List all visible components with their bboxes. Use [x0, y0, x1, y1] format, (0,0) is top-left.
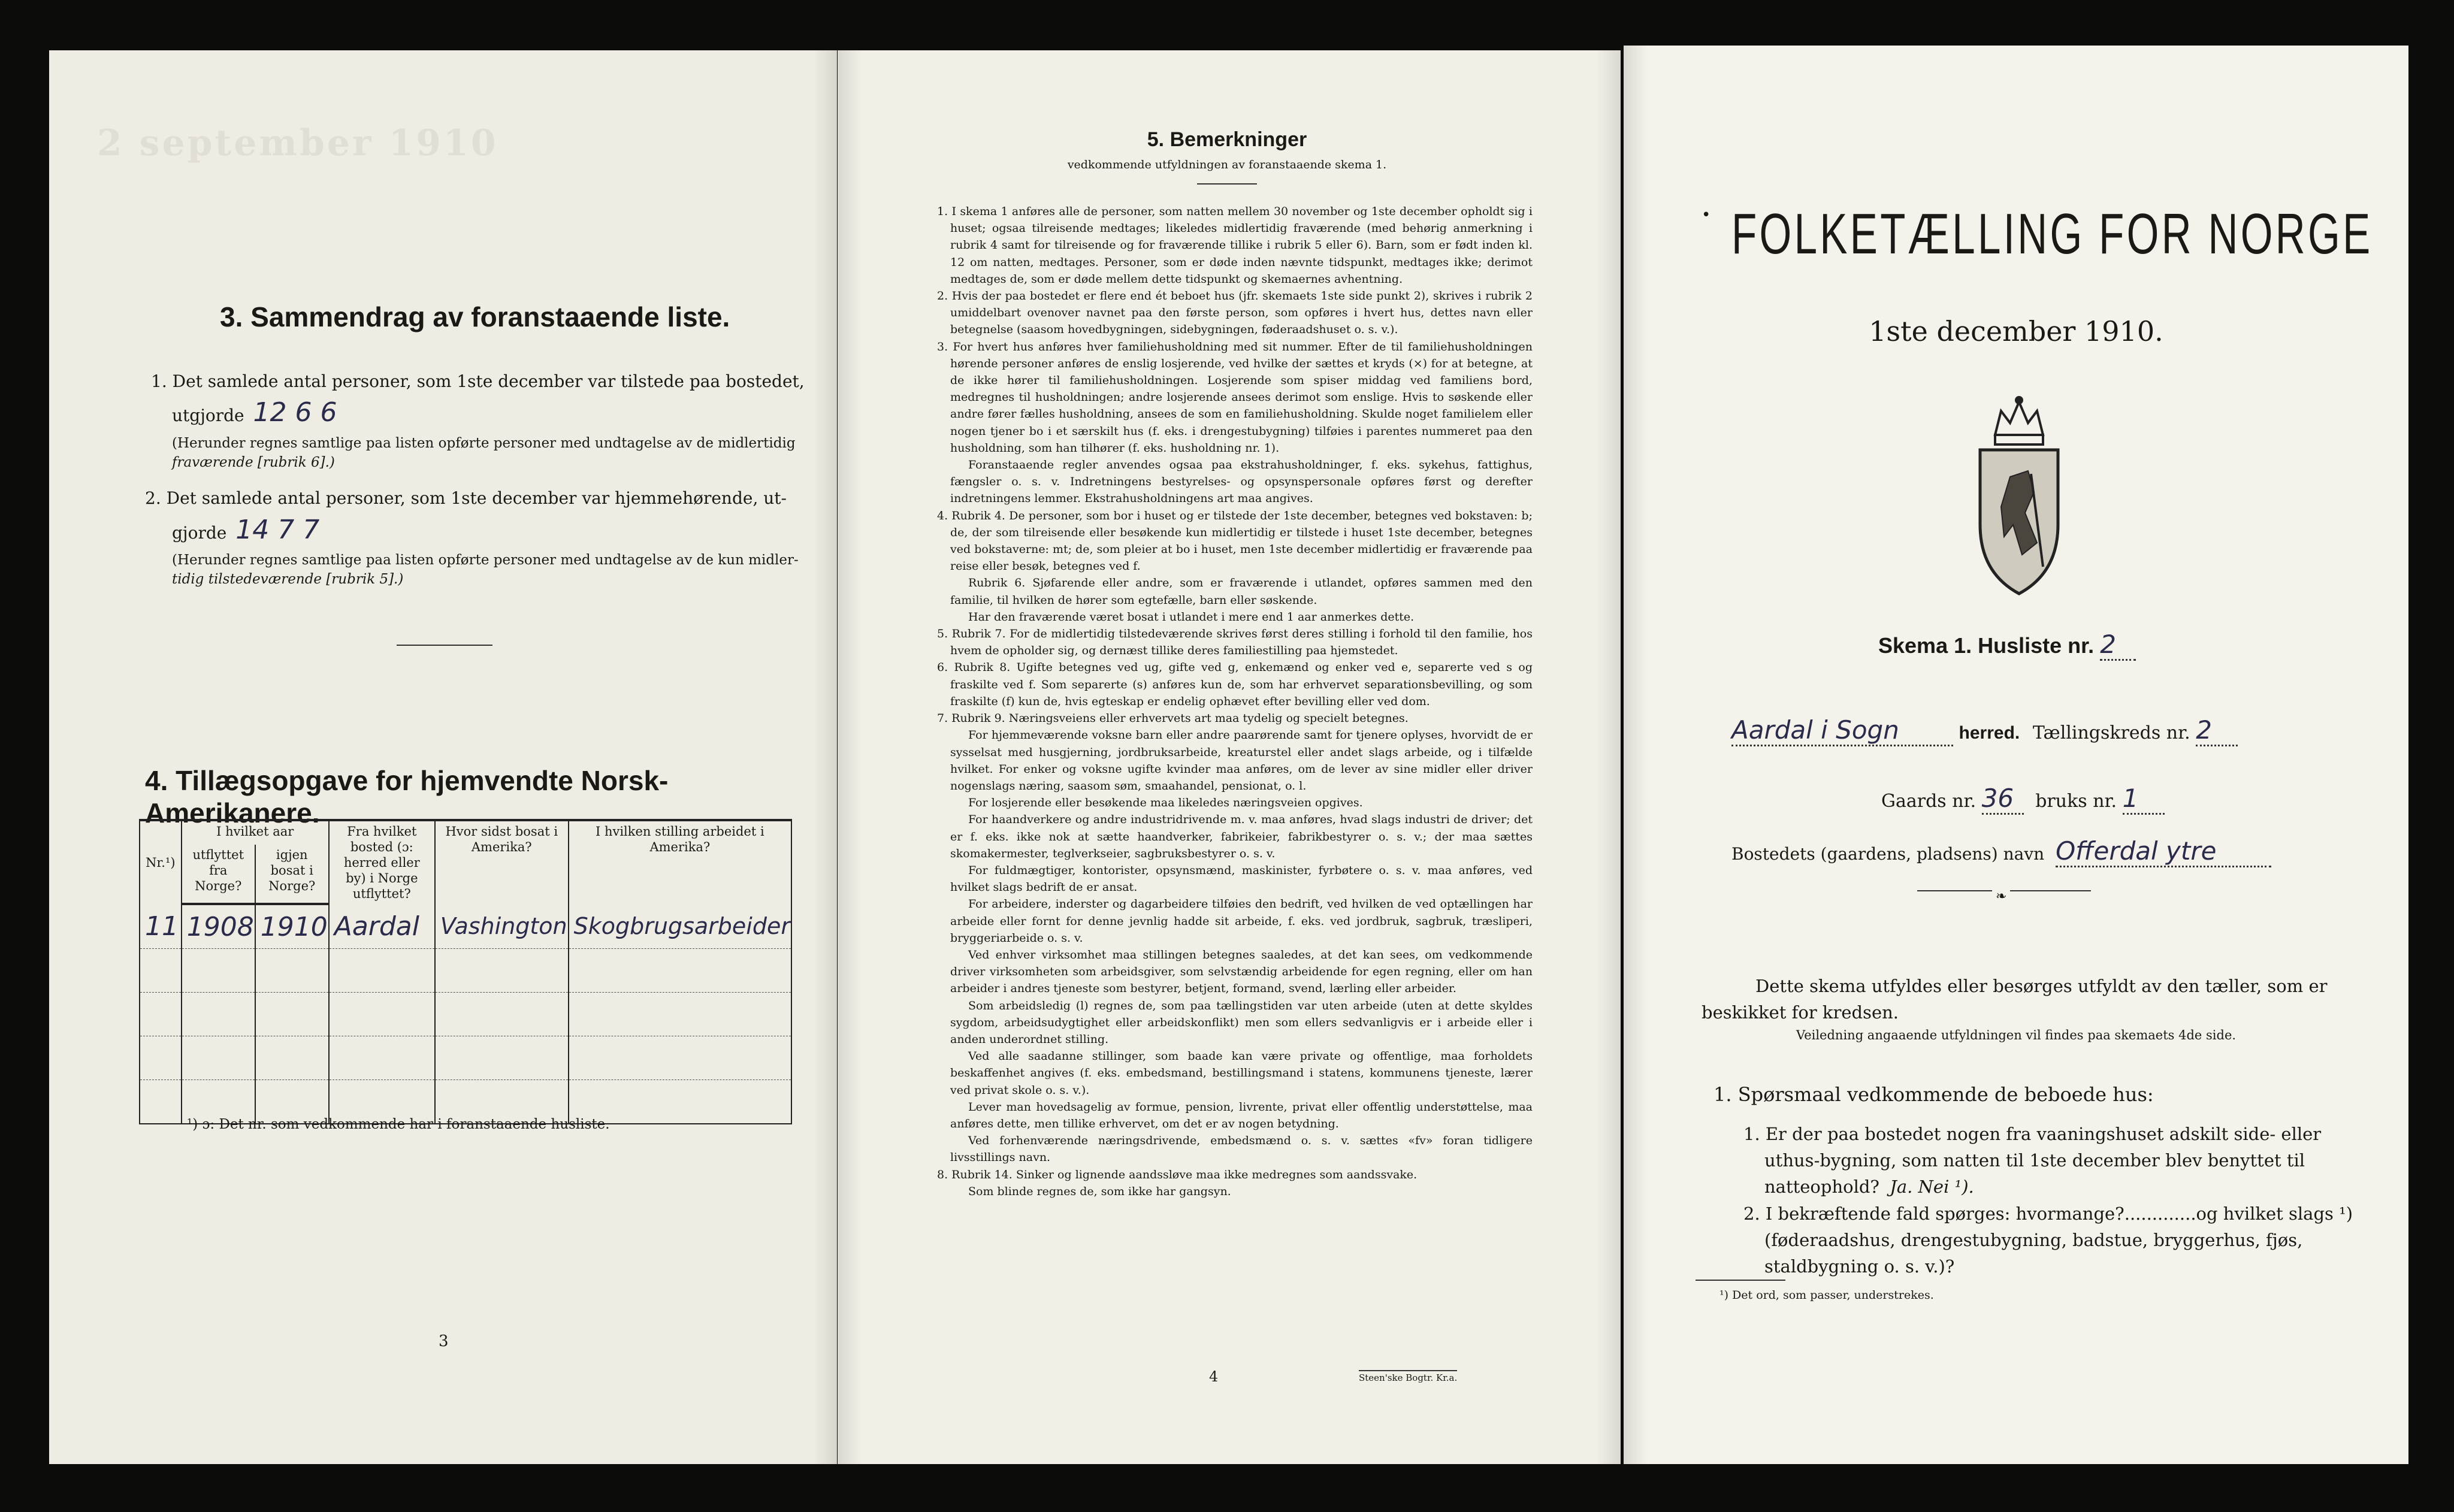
remarks-title: 5. Bemerkninger	[1147, 128, 1307, 151]
item1-label: utgjorde	[172, 406, 244, 425]
question-1-answer: Ja. Nei ¹).	[1890, 1177, 1974, 1197]
col-occupation: I hvilken stilling arbeidet i Amerika?	[569, 820, 791, 904]
divider	[1197, 183, 1257, 185]
norsk-amerikanere-table	[139, 819, 792, 1124]
question-2: 2. I bekræftende fald spørges: hvormange?.............og hvilket slags ¹) (føderaadshus, drengestubygning, badstue, bryggerhus, fjøs, staldbygning o. s. v.)?	[1743, 1203, 2353, 1277]
bruks-label: bruks nr.	[2035, 791, 2117, 812]
section4-title: 4. Tillægsopgave for hjemvendte Norsk-Amerikanere.	[145, 765, 669, 828]
remark-paragraph: For fuldmægtiger, kontorister, opsynsmænd, maskinister, fyrbøtere o. s. v. maa anføres, ved hvilket slags bedrift de er ansat.	[950, 863, 1533, 894]
coat-of-arms-icon	[1968, 387, 2070, 603]
gaards-label: Gaards nr.	[1881, 791, 1977, 812]
table-row	[140, 904, 791, 949]
cell-returned: 1910	[255, 904, 329, 949]
remark-paragraph: 6. Rubrik 8. Ugifte betegnes ved ug, gifte ved g, enkemænd og enker ved e, separerte ved s og fraskilte ved f. Som separerte (s) anføres kun de, som har erhvervet separationsbevilling, og som fraskilte (f) kun de, hvis egteskap er endelig ophævet efter bevilling eller ved dom.	[937, 661, 1533, 708]
footnote: ¹) Det ord, som passer, understrekes.	[1719, 1289, 1934, 1302]
bleed-through: 2 september 1910	[97, 122, 498, 164]
krets-value: 2	[2196, 715, 2238, 746]
printer-mark: Steen'ske Bogtr. Kr.a.	[1359, 1370, 1457, 1383]
krets-label: Tællingskreds nr.	[2032, 722, 2190, 743]
item2-text: 2. Det samlede antal personer, som 1ste december var hjemmehørende, ut-	[145, 488, 787, 508]
col-last-lived: Hvor sidst bosat i Amerika?	[435, 820, 569, 904]
item1-note1: (Herunder regnes samtlige paa listen opførte personer med undtagelse av de midlertidig	[172, 436, 796, 451]
questions-title: 1. Spørsmaal vedkommende de beboede hus:	[1713, 1083, 2154, 1106]
page-left	[49, 50, 837, 1464]
table-row	[140, 949, 791, 993]
remark-paragraph: For losjerende eller besøkende maa likeledes næringsveien opgives.	[968, 796, 1363, 810]
item1-value: 12 6 6	[253, 397, 337, 428]
remark-paragraph: Rubrik 6. Sjøfarende eller andre, som er fraværende i utlandet, opføres sammen med den familie, til hvilken de hører som egtefælle, barn eller søskende.	[950, 576, 1533, 607]
col-returned: igjen bosat i Norge?	[255, 845, 329, 904]
cell-from-where: Aardal	[329, 904, 435, 949]
remark-paragraph: Lever man hovedsagelig av formue, pension, livrente, privat eller offentlig understøttelse, maa anføres dette, men tillike erhvervet, om det er av nogen betydning.	[950, 1100, 1533, 1130]
col-year-group: I hvilket aar	[182, 820, 329, 845]
instruction-note: Veiledning angaaende utfyldningen vil findes paa skemaets 4de side.	[1796, 1028, 2237, 1042]
skema-label: Skema 1. Husliste nr.	[1878, 633, 2095, 658]
remark-paragraph: 5. Rubrik 7. For de midlertidig tilstedeværende skrives først deres stilling i forhold til den familie, hos hvem de opholder sig, og dernæst tillike deres familiestilling paa hjemstedet.	[937, 627, 1533, 658]
remark-paragraph: 7. Rubrik 9. Næringsveiens eller erhvervets art maa tydelig og specielt betegnes.	[937, 712, 1409, 725]
remarks-subtitle: vedkommende utfyldningen av foranstaaende skema 1.	[1067, 158, 1387, 171]
table-row	[140, 993, 791, 1036]
page-number: 3	[439, 1332, 449, 1350]
bosted-label: Bostedets (gaardens, pladsens) navn	[1731, 844, 2045, 864]
item2-value: 14 7 7	[235, 515, 320, 545]
col-emigrated: utflyttet fra Norge?	[182, 845, 255, 904]
remark-paragraph: For arbeidere, inderster og dagarbeidere tilføies den bedrift, ved hvilken de ved optællingen har arbeide eller fornt for denne jevnlig hadde sit arbeide, f. eks. ved jordbruk, sagbruk, træsliperi, bryggeriarbeide o. s. v.	[950, 897, 1533, 945]
remark-paragraph: 2. Hvis der paa bostedet er flere end ét beboet hus (jfr. skemaets 1ste side punkt 2), skrives i rubrik 2 umiddelbart ovenover navnet paa den første person, som opføres i hvert hus, dettes navn eller betegnelse (saasom hovedbygningen, sidebygningen, føderaadshuset o. s. v.).	[937, 289, 1533, 337]
remark-paragraph: 4. Rubrik 4. De personer, som bor i huset og er tilstede der 1ste december, betegnes ved bokstaven: b; de, der som tilreisende eller besøkende kun midlertidig er tilstede i huset 1ste december, betegnes ved bokstaverne: mt; de, som pleier at bo i huset, men 1ste december midlertidig er fraværende paa reise eller besøk, betegnes ved f.	[937, 509, 1533, 573]
census-date: 1ste december 1910.	[1869, 315, 2163, 347]
remark-paragraph: Som arbeidsledig (l) regnes de, som paa tællingstiden var uten arbeide (uten at dette skyldes sygdom, arbeidsudygtighet eller arbeidskonflikt) men som ellers sedvanligvis er i arbeide eller i anden underordnet stilling.	[950, 999, 1533, 1046]
remark-paragraph: Foranstaaende regler anvendes ogsaa paa ekstrahusholdninger, f. eks. sykehus, fattighus, fængsler o. s. v. Indretningens bestyrelses- og opsynspersonale opføres først og derefter indretningens lemmer. Ekstrahusholdningens art maa angives.	[950, 458, 1533, 506]
item2-label: gjorde	[172, 523, 227, 543]
table-row	[140, 1036, 791, 1080]
herred-value: Aardal i Sogn	[1731, 715, 1953, 746]
section3-title: 3. Sammendrag av foranstaaende liste.	[220, 301, 730, 332]
remark-paragraph: Har den fraværende været bosat i utlandet i mere end 1 aar anmerkes dette.	[968, 610, 1415, 624]
item1-note2: fraværende [rubrik 6].)	[172, 455, 335, 470]
page-number: 4	[1209, 1368, 1219, 1385]
col-nr: Nr.¹)	[140, 820, 182, 904]
remark-paragraph: For hjemmeværende voksne barn eller andre paarørende samt for tjenere oplyses, hvorvidt de er sysselsat med husgjerning, jordbruksarbeide, kreaturstel eller andet slags arbeide, og i tilfælde hvilket. For enker og voksne ugifte kvinder maa anføres, om de lever av sine midler eller driver nogenslags næring, saasom søm, smaahandel, pensionat, o. l.	[950, 728, 1533, 793]
item2-note2: tidig tilstedeværende [rubrik 5].)	[172, 571, 404, 587]
remark-paragraph: Ved alle saadanne stillinger, som baade kan være private og offentlige, maa forholdets beskaffenhet angives (f. eks. embedsmand, bestillingsmand i statens, kommunens tjeneste, lærer ved privat skole o. s. v.).	[950, 1050, 1533, 1097]
question-1: 1. Er der paa bostedet nogen fra vaaningshuset adskilt side- eller uthus-bygning, som natten til 1ste december blev benyttet til natteophold?	[1743, 1124, 2322, 1197]
remark-paragraph: For haandverkere og andre industridrivende m. v. maa anføres, hvad slags industri de driver; det er f. eks. ikke nok at sætte haandverker, fabrikeier, fabrikbestyrer o. s. v.; der maa sættes skomakermester, teglverkseier, sagbruksbestyrer o. s. v.	[950, 813, 1533, 860]
cell-occupation: Skogbrugsarbeider	[569, 904, 791, 949]
remark-paragraph: 8. Rubrik 14. Sinker og lignende aandssløve maa ikke medregnes som aandssvake.	[937, 1168, 1418, 1181]
cell-last-lived: Vashington	[435, 904, 569, 949]
page-right: • FOLKETÆLLING FOR NORGE 1ste december 1910. Skema 1. Husliste nr. 2 Aardal i Sogn herred. Tællingskreds nr. 2 Gaards nr. 36 bruks nr. 1 Bostedets (gaardens, pladsens) navn Offerdal ytre ❧ Dette skema utfyldes eller besørges utfyldt av den tæller, som er beskikket for kredsen. Veiledning angaaende utfyldningen vil findes paa skemaets 4de side. 1. Spørsmaal vedkommende de beboede hus: 1. Er der paa bostedet nogen fra vaaningshuset adskilt side- eller uthus-bygning, som natten til 1ste december blev benyttet til natteophold? Ja. Nei ¹). 2. I bekræftende fald spørges: hvormange?.............og hvilket slags ¹) (føderaadshus, drengestubygning, badstue, bryggerhus, fjøs, staldbygning o. s. v.)? ¹) Det ord, som passer, understrekes.	[1624, 46, 2408, 1464]
col-from-where: Fra hvilket bosted (ɔ: herred eller by) i Norge utflyttet?	[329, 820, 435, 904]
instruction-text: Dette skema utfyldes eller besørges utfyldt av den tæller, som er beskikket for kredsen.	[1702, 976, 2328, 1023]
cell-emigrated: 1908	[182, 904, 255, 949]
footnote: ¹) ɔ: Det nr. som vedkommende har i foranstaaende husliste.	[187, 1117, 610, 1132]
remark-paragraph: Ved enhver virksomhet maa stillingen betegnes saaledes, at det kan sees, om vedkommende driver virksomheten som arbeidsgiver, som selvstændig arbeidende for egen regning, eller om han arbeider i andres tjeneste som bestyrer, betjent, formand, svend, lærling eller arbeider.	[950, 948, 1533, 996]
remark-paragraph: 3. For hvert hus anføres hver familiehusholdning med sit nummer. Efter de til familiehusholdningen hørende personer anføres de enslig losjerende, ved hvilke der sættes et kryds (×) for at betegne, at de ikke hører til familiehusholdningen. Losjerende som spiser middag ved familiens bord, medregnes til husholdningen; andre losjerende ansees derimot som enslige. Hvis to søskende eller andre fører fælles husholdning, ansees de som en familiehusholdning. Skulde noget familielem eller nogen tjener bo i et særskilt hus (f. eks. i drengestubygning) tilføies i parentes nummeret paa den husholdning, som han tilhører (f. eks. husholdning nr. 1).	[937, 340, 1533, 455]
cell-nr: 11	[140, 904, 182, 949]
remarks-body	[927, 203, 1533, 1200]
census-title: FOLKETÆLLING FOR NORGE	[1731, 202, 2373, 266]
remark-paragraph: 1. I skema 1 anføres alle de personer, som natten mellem 30 november og 1ste december opholdt sig i huset; ogsaa tilreisende medtages; likeledes midlertidig fraværende (med behørig anmerkning i rubrik 4 samt for tilreisende og for fraværende tillike i rubrik 5 eller 6). Barn, som er født inden kl. 12 om natten, medtages. Personer, som er døde inden nævnte tidspunkt, medtages ikke; derimot medtages de, som er døde mellem dette tidspunkt og skemaernes avhentning.	[937, 205, 1533, 286]
divider	[397, 645, 492, 646]
bosted-value: Offerdal ytre	[2056, 836, 2271, 867]
ornament-icon: ❧	[1992, 889, 2010, 904]
remark-paragraph: Ved forhenværende næringsdrivende, embedsmænd o. s. v. sættes «fv» foran tidligere livsstillings navn.	[950, 1134, 1533, 1165]
page-middle	[838, 50, 1621, 1464]
bruks-value: 1	[2123, 784, 2165, 815]
item2-note1: (Herunder regnes samtlige paa listen opførte personer med undtagelse av de kun midler-	[172, 552, 799, 568]
gaards-value: 36	[1982, 784, 2024, 815]
herred-label: herred.	[1959, 723, 2020, 743]
husliste-nr: 2	[2100, 630, 2136, 661]
item1-text: 1. Det samlede antal personer, som 1ste december var tilstede paa bostedet,	[151, 371, 805, 391]
remark-paragraph: Som blinde regnes de, som ikke har gangsyn.	[968, 1184, 1231, 1198]
divider	[1696, 1280, 1785, 1281]
